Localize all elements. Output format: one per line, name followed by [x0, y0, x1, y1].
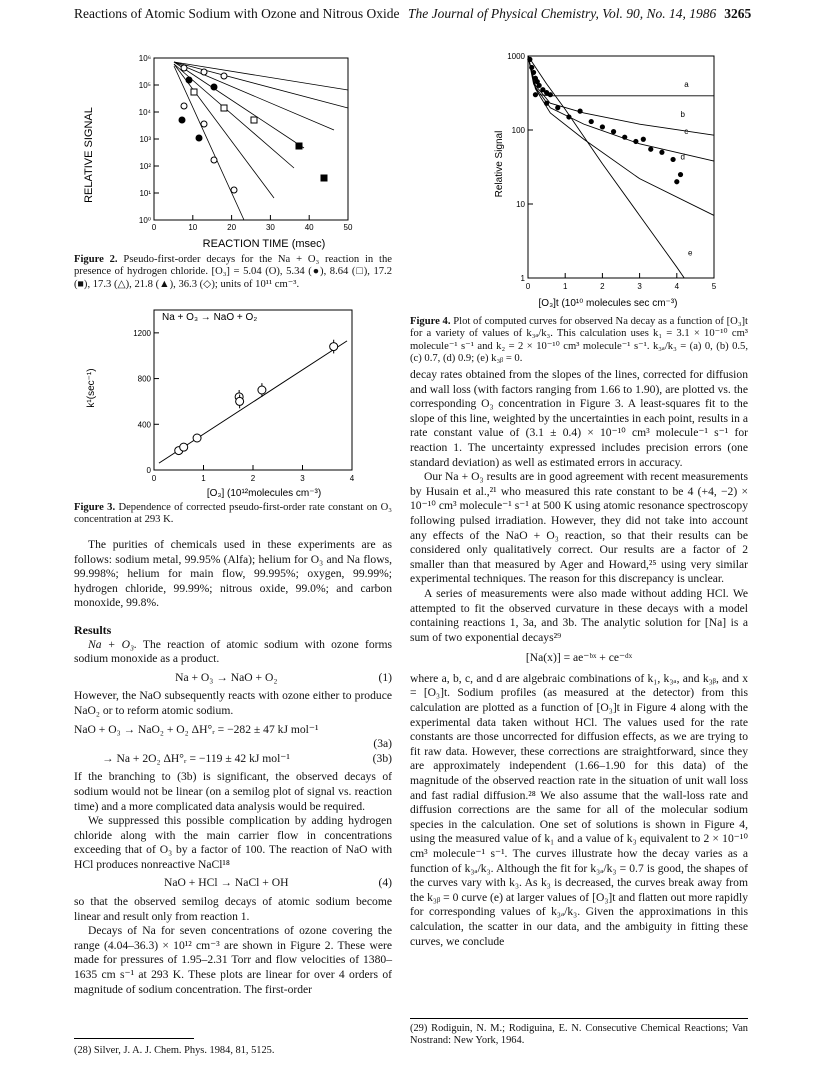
figure-3-data-point	[330, 343, 338, 351]
figure-2-data-point	[179, 117, 185, 123]
figure-4-xtick-label: 5	[711, 282, 717, 291]
figure-2-xtick-label: 20	[227, 223, 237, 232]
decays-paragraph: Decays of Na for seven concentrations of ozone covering the range (4.04–36.3) × 10¹² cm⁻³ are shown in Figure 2. These were made for pressures of 1.95–2.31 Torr and flow velocities of 1380–1635 cm s⁻¹ at 293 K. These plots are linear for over 4 orders of magnitude of sodium concentration. The first-order	[74, 924, 392, 996]
figure-4-data-point	[577, 109, 582, 114]
footnote-28: (28) Silver, J. A. J. Chem. Phys. 1984, 81, 5125.	[74, 1045, 275, 1056]
figure-2-plot	[74, 50, 374, 250]
figure-4-data-point	[611, 129, 616, 134]
figure-2-data-point	[211, 157, 217, 163]
profiles-paragraph: where a, b, c, and d are algebraic combinations of k₁, k₃ₐ, and k₃ᵦ, and x = [O₃]t. Sodium profiles (as measured at the detector) from this calculation are plotted as a function of [O₃]t in Figure 4 along with the experimental data taken without HCl. The values used for the rate constants are those uncorrected for diffusion effects, as we are trying to fit raw data. However, these corrections are straightforward, since they are approximately independent (1.66–1.90 for this data) of the magnitude of the observed reaction rate in the situation of unit wall loss and fast radial diffusion.²⁸ We also assume that the wall-loss rate and diffusion corrections are the same for all of the molecular sodium species in the calculation. One set of solutions is shown in Figure 4, using the measured value of k₁ and a value of k₃ equivalent to 2 × 10⁻¹⁰ cm³ molecule⁻¹ s⁻¹. The curves illustrate how the decay varies as a function of k₃ₐ/k₃. Although the fit for k₃ₐ/k₃ = 0.7 is good, the shapes of the curves vary with k₃. As k₃ is decreased, the curves break away from the k₃ᵦ = 0 curve (e) at larger values of [O₃]t and flatten out more rapidly for corresponding values of k₃ₐ/k₃. Given the approximations in this calculation, the scatter in our data, and the ambiguity in fitting these curves, we conclude	[410, 671, 748, 948]
figure-2-ylabel: RELATIVE SIGNAL	[83, 107, 95, 203]
figure-3-axes	[133, 310, 355, 483]
figure-3-xlabel: [O₃] (10¹²molecules cm⁻³)	[206, 488, 322, 499]
figure-2-ytick-label: 10⁵	[138, 81, 151, 90]
figure-2-xlabel: REACTION TIME (msec)	[202, 238, 326, 250]
nao-paragraph: However, the NaO subsequently reacts with ozone either to produce NaO₂ or to reform atomic sodium.	[74, 689, 392, 717]
figure-2-data-point	[191, 89, 197, 95]
figure-2-ytick-label: 10⁰	[138, 216, 151, 225]
figure-2-data-point	[211, 84, 217, 90]
figure-4-data-point	[544, 101, 549, 106]
figure-4-plot	[488, 46, 718, 312]
figure-4-data-point	[548, 92, 553, 97]
figure-2-ytick-label: 10²	[139, 162, 151, 171]
figure-4-xlabel: [O₃]t (10¹⁰ molecules sec cm⁻³)	[538, 298, 678, 309]
page-number: 3265	[724, 6, 752, 21]
figure-4-ytick-label: 100	[511, 126, 525, 135]
footnote-28-block	[74, 1038, 392, 1057]
figure-4-xtick-label: 1	[562, 282, 568, 291]
figure-4-xtick-label: 2	[600, 282, 605, 291]
figure-3-ytick-label: 400	[137, 420, 151, 430]
figure-3-xtick-label: 1	[201, 474, 206, 483]
figure-4-data-point	[641, 137, 646, 142]
figure-4-data-point	[555, 105, 560, 110]
figure-4-data-point	[674, 179, 679, 184]
figure-4-data-point	[527, 57, 532, 62]
footnote-29-block	[410, 1018, 748, 1047]
figure-2-data-point	[201, 121, 207, 127]
figure-2-data-point	[231, 187, 237, 193]
running-title: Reactions of Atomic Sodium with Ozone and Nitrous Oxide	[74, 6, 400, 21]
figure-2-fit-line	[174, 62, 348, 108]
na-o3-paragraph: Na + O₃. The reaction of atomic sodium with ozone forms sodium monoxide as a product.	[74, 637, 393, 666]
figure-4-ytick-label: 10	[516, 200, 525, 209]
equation-1: Na + O₃ → NaO + O₂ (1)	[175, 670, 392, 684]
figure-2-data-point	[201, 69, 207, 75]
figure-4-xtick-label: 0	[525, 282, 531, 291]
figure-4-axes	[507, 52, 717, 291]
hcl-paragraph: We suppressed this possible complication by adding hydrogen chloride along with the main carrier flow in concentrations exceeding that of O₃ by a factor of 100. The reaction of NaO with HCl produces nonreactive NaCl¹⁸	[74, 814, 392, 871]
figure-3-xtick-label: 0	[151, 474, 157, 483]
figure-4-data-point	[529, 65, 534, 70]
analytic-solution-equation: [Na(x)] = ae⁻ᵇˣ + ce⁻ᵈˣ	[525, 651, 633, 665]
figure-3-caption: Figure 3. Dependence of corrected pseudo-first-order rate constant on O₃ concentration at 293 K.	[74, 502, 392, 526]
figure-4-data-point	[678, 172, 683, 177]
left-column-body: The purities of chemicals used in these experiments are as follows: sodium metal, 99.95% (Alfa); helium for O₃ and Na flows, 99.998%; helium for main flow, 99.995%; oxygen, 99.99%; hydrogen chloride, 99.99%; nitrous oxide, 99.0%; and carbon monoxide, 99.8%. Results Na + O₃. The reaction of atomic sodium with ozone forms sodium monoxide as a product. Na + O₃ → NaO + O₂ (1) However, the NaO subsequently reacts with ozone either to produce NaO₂ or to reform atomic sodium. NaO + O₃ → NaO₂ + O₂ ΔH°ᵣ = −282 ± 47 kJ mol⁻¹ (3a) → Na + 2O₂ ΔH°ᵣ = −119 ± 42 kJ mol⁻¹ (3b) If the branching to (3b) is significant, the observed decays of sodium would not be linear (on a semilog plot of signal vs. reaction time) and a more complicated data analysis would be required. We suppressed this possible complication by adding hydrogen chloride along with the main carrier flow in concentrations exceeding that of O₃ by a factor of 100. The reaction of NaO with HCl produces nonreactive NaCl¹⁸ NaO + HCl → NaCl + OH (4) so that the observed semilog decays of atomic sodium become linear and result only from reaction 1. Decays of Na for seven concentrations of ozone covering the range (4.04–36.3) × 10¹² cm⁻³ are shown in Figure 2. These were made for pressures of 1.95–2.31 Torr and flow velocities of 1380–1635 cm s⁻¹ at 293 K. These plots are linear for over 4 orders of magnitude of sodium concentration. The first-order	[74, 538, 393, 996]
figure-4-curve-label-a: a	[684, 80, 689, 90]
figure-4-data-point	[600, 124, 605, 129]
figure-4-frame	[528, 56, 714, 278]
equation-3a: NaO + O₃ → NaO₂ + O₂ ΔH°ᵣ = −282 ± 47 kJ mol⁻¹	[74, 722, 319, 736]
figure-4-curve-label-c: c	[684, 127, 689, 137]
figure-2-data-point	[181, 103, 187, 109]
figure-4-curve-label-b: b	[680, 109, 685, 119]
figure-2-fit-line	[174, 66, 244, 220]
figure-2-xtick-label: 40	[304, 223, 314, 232]
figure-4-data-point	[589, 119, 594, 124]
figure-4-xtick-label: 3	[637, 282, 642, 291]
figure-3-plot	[84, 306, 374, 500]
figure-4-xtick-label: 4	[674, 282, 680, 291]
figure-2-caption: Figure 2. Pseudo-first-order decays for the Na + O₃ reaction in the presence of hydrogen chloride. [O₃] = 5.04 (O), 5.34 (●), 8.64 (□), 17.2 (■), 17.3 (△), 21.8 (▲), 36.3 (◇); units of 10¹¹ cm⁻³.	[74, 254, 392, 290]
agreement-paragraph: Our Na + O₃ results are in good agreement with recent measurements by Husain et al.,²¹ who measured this rate constant to be 4 (+4, −2) × 10⁻¹⁰ cm³ molecule⁻¹ s⁻¹ at 500 K using atomic resonance spectroscopy following pulsed irradiation. However, they did not take into account any effects of the NaO + O₃ reaction, so that their results can be considered only qualitatively correct. Our results are a factor of 2 smaller than that measured by Ager and Howard,²⁵ using very similar experimental techniques. The reason for this discrepancy is unclear.	[410, 470, 748, 586]
figure-3-ytick-label: 0	[146, 466, 151, 475]
figure-2-xtick-label: 30	[265, 223, 275, 232]
figure-2-data-point	[221, 105, 227, 111]
figure-2-xtick-label: 50	[343, 223, 353, 232]
footnote-29: (29) Rodiguin, N. M.; Rodiguina, E. N. Consecutive Chemical Reactions; Van Nostrand: New York, 1964.	[410, 1023, 748, 1047]
figure-2-ytick-label: 10³	[139, 135, 151, 144]
figure-4-data-point	[670, 157, 675, 162]
figure-4-curve-a	[528, 56, 714, 96]
figure-2-data-point	[186, 77, 192, 83]
figure-2-ytick-label: 10⁴	[138, 108, 151, 117]
figure-3-data-point	[193, 434, 201, 442]
figure-2-data-point	[296, 143, 302, 149]
figure-2-data-point	[251, 117, 257, 123]
figure-2-data-point	[221, 73, 227, 79]
figure-4-data-point	[533, 92, 538, 97]
figure-3-ylabel: k¹(sec⁻¹)	[86, 368, 97, 408]
figure-3-xtick-label: 2	[250, 474, 256, 483]
figure-3-data-point	[258, 386, 266, 394]
figure-4-data-point	[633, 139, 638, 144]
figure-2-xtick-label: 0	[151, 223, 157, 232]
purity-paragraph: The purities of chemicals used in these experiments are as follows: sodium metal, 99.95% (Alfa); helium for O₃ and Na flows, 99.998%; helium for main flow, 99.995%; oxygen, 99.99%; hydrogen chloride, 99.99%; nitrous oxide, 99.0%; and carbon monoxide, 99.8%.	[74, 538, 392, 610]
figure-3-title: Na + O₃ → NaO + O₂	[162, 312, 258, 323]
figure-3-xtick-label: 4	[349, 474, 355, 483]
figure-4-data-point	[566, 114, 571, 119]
figure-4-data-point	[659, 150, 664, 155]
figure-2-fit-line	[174, 62, 348, 90]
figure-4-data-point	[622, 135, 627, 140]
figure-4-curve-label-d: d	[680, 152, 685, 162]
figure-2-data-point	[196, 135, 202, 141]
figure-4-ylabel: Relative Signal	[494, 130, 505, 198]
branching-paragraph: If the branching to (3b) is significant, the observed decays of sodium would not be linear (on a semilog plot of signal vs. reaction time) and a more complicated data analysis would be required.	[74, 770, 392, 813]
figure-2-xtick-label: 10	[188, 223, 198, 232]
figure-4-curve-e	[528, 56, 684, 278]
no-hcl-paragraph: A series of measurements were also made without adding HCl. We attempted to fit the observed curvature in these decays with a model containing reactions 1, 3a, and 3b. The analytic solution for [Na] is a sum of two exponential decays²⁹	[410, 586, 748, 644]
right-column-body	[410, 368, 748, 949]
figure-2-fit-line	[174, 62, 304, 148]
figure-4-caption: Figure 4. Plot of computed curves for observed Na decay as a function of [O₃]t for a variety of values of k₃ₐ/k₃. This calculation uses k₁ = 3.1 × 10⁻¹⁰ cm³ molecule⁻¹ s⁻¹ and k₂ = 2 × 10⁻¹⁰ cm³ molecule⁻¹ s⁻¹. k₃ₐ/k₃ = (a) 0, (b) 0.5, (c) 0.7, (d) 0.9; (e) k₃ᵦ = 0.	[410, 316, 748, 365]
figure-4-ytick-label: 1000	[507, 52, 525, 61]
figure-4-data-point	[648, 147, 653, 152]
figure-3-data-point	[236, 397, 244, 405]
figure-3-ytick-label: 1200	[133, 328, 151, 338]
figure-2-axes	[139, 54, 353, 232]
figure-3-data-point	[180, 443, 188, 451]
figure-3-xtick-label: 3	[300, 474, 305, 483]
figure-4-ytick-label: 1	[520, 274, 525, 283]
figure-2-ytick-label: 10⁶	[138, 54, 151, 63]
equation-3b: → Na + 2O₂ ΔH°ᵣ = −119 ± 42 kJ mol⁻¹ (3b)	[102, 751, 392, 765]
figure-4-data-point	[537, 83, 542, 88]
figure-2-data-point	[181, 65, 187, 71]
figure-2-data-point	[321, 175, 327, 181]
figure-4-curve-label-e: e	[687, 248, 693, 258]
journal-citation: The Journal of Physical Chemistry, Vol. 90, No. 14, 1986 3265	[408, 6, 752, 21]
semilog-paragraph: so that the observed semilog decays of atomic sodium become linear and result only from reaction 1.	[74, 895, 392, 923]
figure-3-ytick-label: 800	[137, 374, 151, 384]
decay-rate-paragraph: decay rates obtained from the slopes of the lines, corrected for diffusion and wall loss (with factors ranging from 1.66 to 1.90), are plotted vs. the corresponding O₃ concentration in Figure 3. A least-squares fit to the slope of this line, weighted by the uncertainties in each point, results in a rate constant value of (3.1 ± 0.4) × 10⁻¹⁰ cm³ molecule⁻¹ s⁻¹ for reaction 1. The uncertainty expressed includes precision errors (one standard deviation) as well as estimated errors in accuracy.	[410, 368, 748, 469]
equation-4: NaO + HCl → NaCl + OH (4)	[163, 876, 392, 890]
figure-4-data-point	[531, 70, 536, 75]
figure-2-ytick-label: 10¹	[139, 189, 151, 198]
results-heading: Results	[74, 622, 112, 637]
